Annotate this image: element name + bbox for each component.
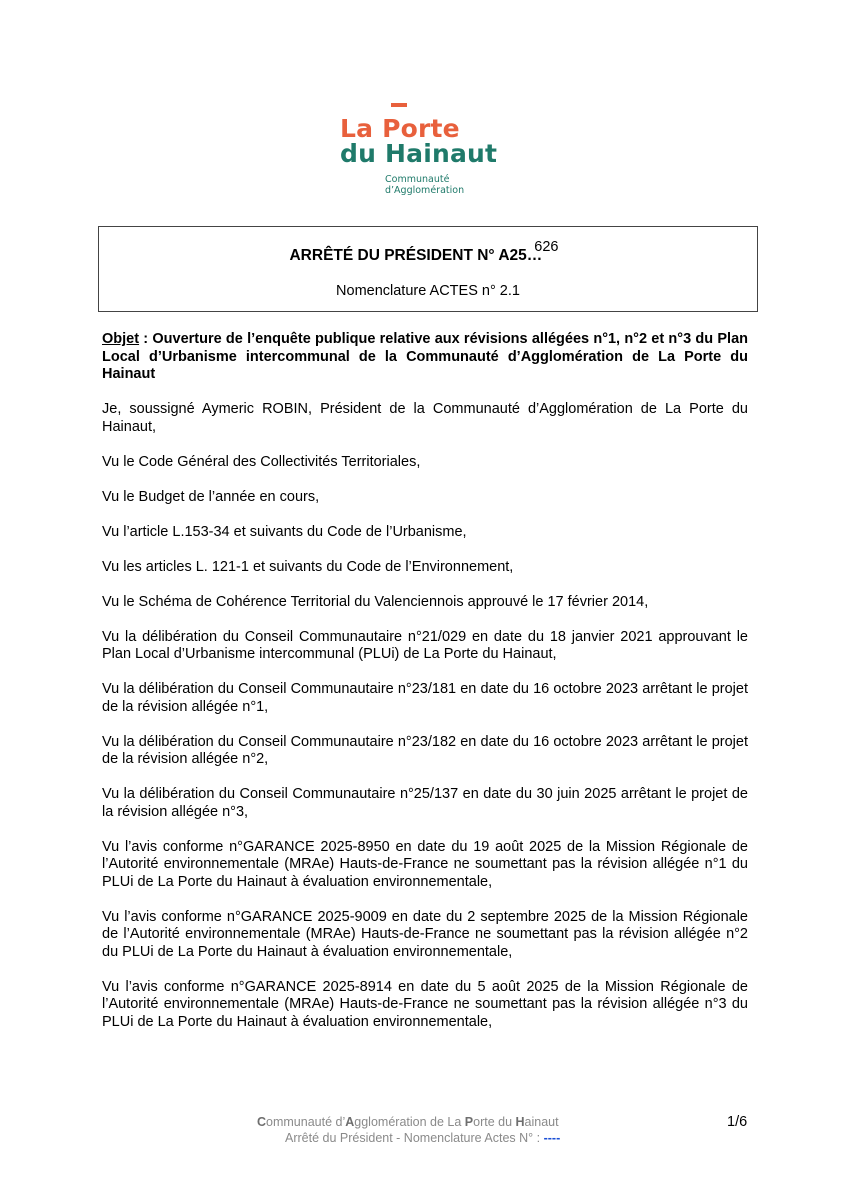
paragraph-vu-cgct: Vu le Code Général des Collectivités Territoriales, [102,453,421,470]
paragraph-vu-environnement: Vu les articles L. 121-1 et suivants du Code de l’Environnement, [102,558,514,575]
paragraph-vu-budget: Vu le Budget de l’année en cours, [102,488,320,505]
decree-title-dots: … [526,247,543,264]
footer-reference-value: ---- [543,1131,561,1145]
footer-org-part: gglomération de La [354,1115,465,1129]
footer-org-part: ainaut [524,1115,559,1129]
paragraph-avis-1: Vu l’avis conforme n°GARANCE 2025-8950 en date du 19 août 2025 de la Mission Régionale de l’Autorité environnementale (MRAe) Hauts-de-France ne soumettant pas la révision allégée n°1 du PLUi de La Porte du Hainaut à évaluation environnementale, [102,838,748,890]
paragraph-vu-scot: Vu le Schéma de Cohérence Territorial du Valenciennois approuvé le 17 février 2014, [102,593,649,610]
nomenclature-line: Nomenclature ACTES n° 2.1 [336,283,520,299]
paragraph-signatory: Je, soussigné Aymeric ROBIN, Président de la Communauté d’Agglomération de La Porte du Hainaut, [102,401,748,435]
logo-line-2-text: du Hainaut [340,139,498,168]
footer-org-part: orte du [473,1115,516,1129]
logo-accent-bar [391,103,407,107]
decree-title [99,239,757,265]
paragraph-vu-plui: Vu la délibération du Conseil Communautaire n°21/029 en date du 18 janvier 2021 approuvant le Plan Local d’Urbanisme intercommunal (PLUi) de La Porte du Hainaut, [102,628,748,662]
object-text: : Ouverture de l’enquête publique relative aux révisions allégées n°1, n°2 et n°3 du Plan Local d’Urbanisme intercommunal de la Communauté d’Agglomération de La Porte du Hainaut [102,331,748,382]
logo-subtitle-1: Communauté [385,174,450,185]
paragraph-vu-revision-2: Vu la délibération du Conseil Communautaire n°23/182 en date du 16 octobre 2023 arrêtant le projet de la révision allégée n°2, [102,733,748,767]
paragraph-vu-urbanisme: Vu l’article L.153-34 et suivants du Code de l’Urbanisme, [102,523,467,540]
paragraph-avis-2: Vu l’avis conforme n°GARANCE 2025-9009 en date du 2 septembre 2025 de la Mission Régionale de l’Autorité environnementale (MRAe) Hauts-de-France ne soumettant pas la révision allégée n°2 du PLUi de La Porte du Hainaut à évaluation environnementale, [102,908,748,960]
footer-org-part: ommunauté d’ [266,1115,346,1129]
footer-reference-label: Arrêté du Président - Nomenclature Actes N° : [285,1131,544,1145]
footer-org-part: A [345,1115,355,1129]
footer-org-part: P [464,1115,474,1129]
footer-org-part: H [515,1115,525,1129]
object-paragraph [102,331,748,384]
paragraph-vu-revision-3: Vu la délibération du Conseil Communautaire n°25/137 en date du 30 juin 2025 arrêtant le projet de la révision allégée n°3, [102,786,748,820]
document-body [102,331,748,1049]
paragraph-vu-revision-1: Vu la délibération du Conseil Communautaire n°23/181 en date du 16 octobre 2023 arrêtant le projet de la révision allégée n°1, [102,681,748,715]
page-number: 1/6 [727,1114,748,1130]
object-label: Objet [102,331,140,347]
logo-line-2 [340,140,497,168]
decree-number: 626 [534,239,559,255]
footer-org-part: C [257,1115,267,1129]
decree-title-prefix: ARRÊTÉ DU PRÉSIDENT N° A25 [289,247,527,264]
logo-line-1-text: La Porte [340,114,460,143]
paragraph-avis-3: Vu l’avis conforme n°GARANCE 2025-8914 en date du 5 août 2025 de la Mission Régionale de l’Autorité environnementale (MRAe) Hauts-de-France ne soumettant pas la révision allégée n°3 du PLUi de La Porte du Hainaut à évaluation environnementale, [102,978,748,1030]
logo-subtitle-2: d’Agglomération [385,185,465,196]
footer-reference [285,1130,560,1146]
footer-organization [257,1114,559,1130]
decree-title-box [98,226,758,312]
organization-logo [340,103,540,198]
